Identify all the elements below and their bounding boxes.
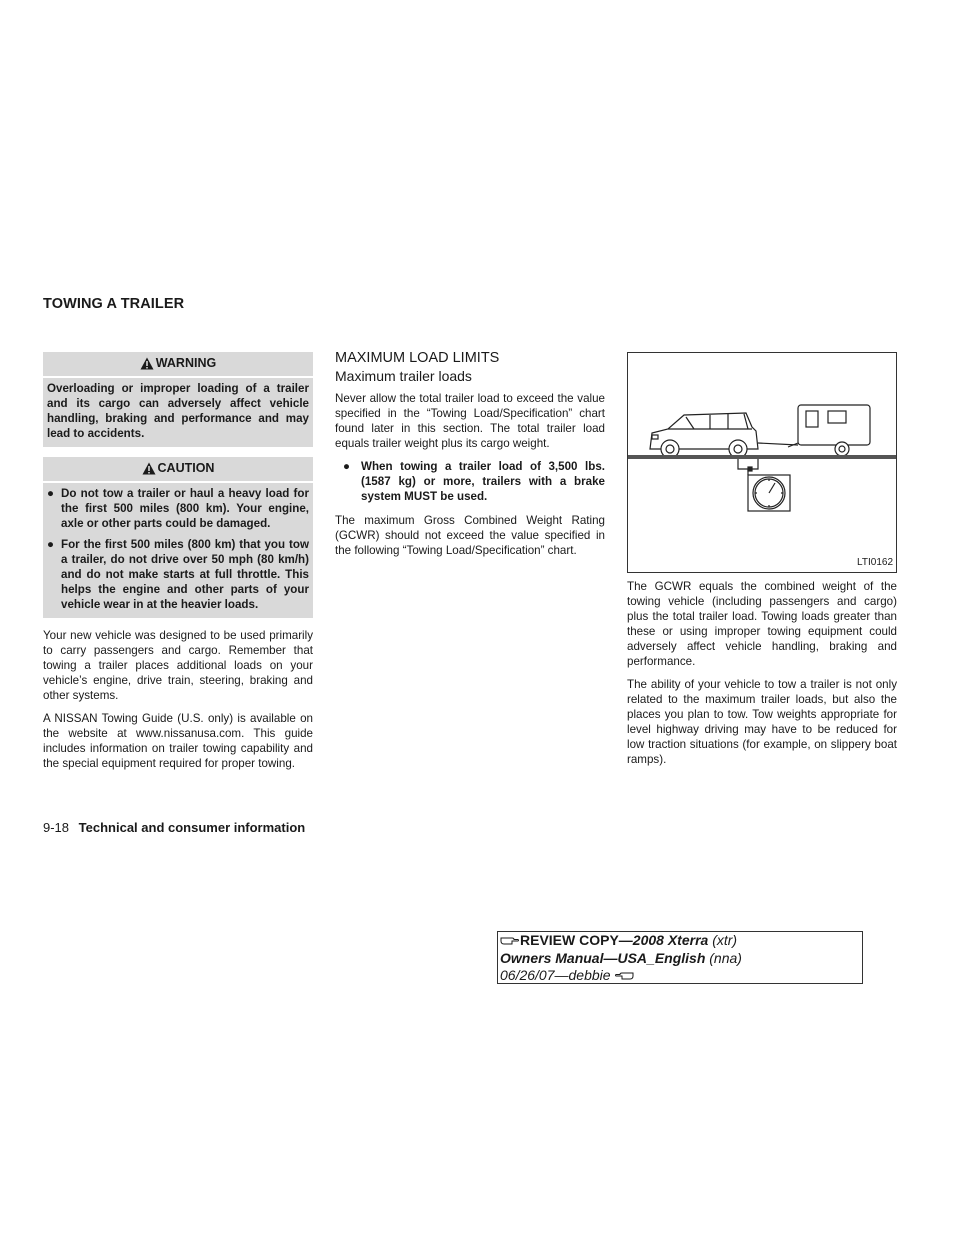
left-column (43, 352, 313, 779)
caution-item: ● Do not tow a trailer or haul a heavy load for the first 500 miles (800 km). Your engine, axle or other parts could be damaged. (47, 487, 309, 530)
right-column (627, 352, 897, 775)
section-title: TOWING A TRAILER (43, 296, 185, 312)
body-paragraph: A NISSAN Towing Guide (U.S. only) is available on the website at www.nissanusa.com. This guide includes information on trailer towing capability and the special equipment required for proper towing. (43, 712, 313, 770)
warning-triangle-icon (140, 357, 154, 370)
warning-triangle-icon (142, 462, 156, 475)
caution-body (43, 483, 313, 618)
warning-box (43, 352, 313, 447)
heading-max-load-limits: MAXIMUM LOAD LIMITS (335, 350, 500, 366)
bullet-icon: ● (47, 538, 55, 551)
suv-trailer-scale-drawing (628, 353, 896, 572)
towing-scale-illustration (627, 352, 897, 573)
bullet-icon: ● (47, 487, 55, 500)
warning-header (43, 352, 313, 378)
figure-code: LTI0162 (857, 557, 893, 568)
body-paragraph: Your new vehicle was designed to be used primarily to carry passengers and cargo. Remember that towing a trailer places additional loads on your vehicle’s engine, drive train, steering, braking and other systems. (43, 629, 313, 702)
chapter-title: Technical and consumer information (78, 820, 306, 835)
review-line-3: 06/26/07—debbie (500, 967, 862, 985)
caution-header (43, 457, 313, 483)
pointing-hand-left-icon (614, 970, 634, 981)
bullet-icon: ● (343, 460, 351, 473)
warning-text: Overloading or improper loading of a trailer and its cargo can adversely affect vehicle handling, braking and performance and may lead to accidents. (47, 382, 309, 440)
brake-requirement-bullet: ● When towing a trailer load of 3,500 lbs. (1587 kg) or more, trailers with a brake system MUST be used. (343, 460, 605, 503)
body-paragraph: The ability of your vehicle to tow a trailer is not only related to the maximum trailer loads, but also the places you plan to tow. Tow weights appropriate for level highway driving may have to be reduced for low traction situations (for example, on slippery boat ramps). (627, 678, 897, 766)
body-paragraph: The GCWR equals the combined weight of the towing vehicle (including passengers and cargo) plus the total trailer load. Towing loads greater than these or using improper towing equipment could adversely affect vehicle handling, braking and performance. (627, 580, 897, 668)
middle-column (335, 349, 605, 566)
pointing-hand-right-icon (500, 935, 520, 946)
review-copy-stamp (497, 931, 863, 984)
review-line-1: REVIEW COPY—2008 Xterra (xtr) (500, 932, 862, 950)
body-paragraph: The maximum Gross Combined Weight Rating (GCWR) should not exceed the value specified in the following “Towing Load/Specification” chart. (335, 514, 605, 557)
review-line-2: Owners Manual—USA_English (nna) (500, 949, 742, 966)
warning-label: WARNING (155, 356, 217, 370)
body-paragraph: Never allow the total trailer load to exceed the value specified in the “Towing Load/Specification” chart found later in this section. The total trailer load equals trailer weight plus its cargo weight. (335, 392, 605, 450)
subheading-max-trailer-loads: Maximum trailer loads (335, 368, 472, 384)
caution-item: ● For the first 500 miles (800 km) that you tow a trailer, do not drive over 50 mph (80 km/h) and do not make starts at full throttle. This helps the engine and other parts of your vehicle wear in at the heavier loads. (47, 538, 309, 611)
page-number: 9-18 (43, 820, 70, 835)
caution-box (43, 457, 313, 618)
page-footer (43, 820, 305, 835)
caution-label: CAUTION (157, 461, 215, 475)
